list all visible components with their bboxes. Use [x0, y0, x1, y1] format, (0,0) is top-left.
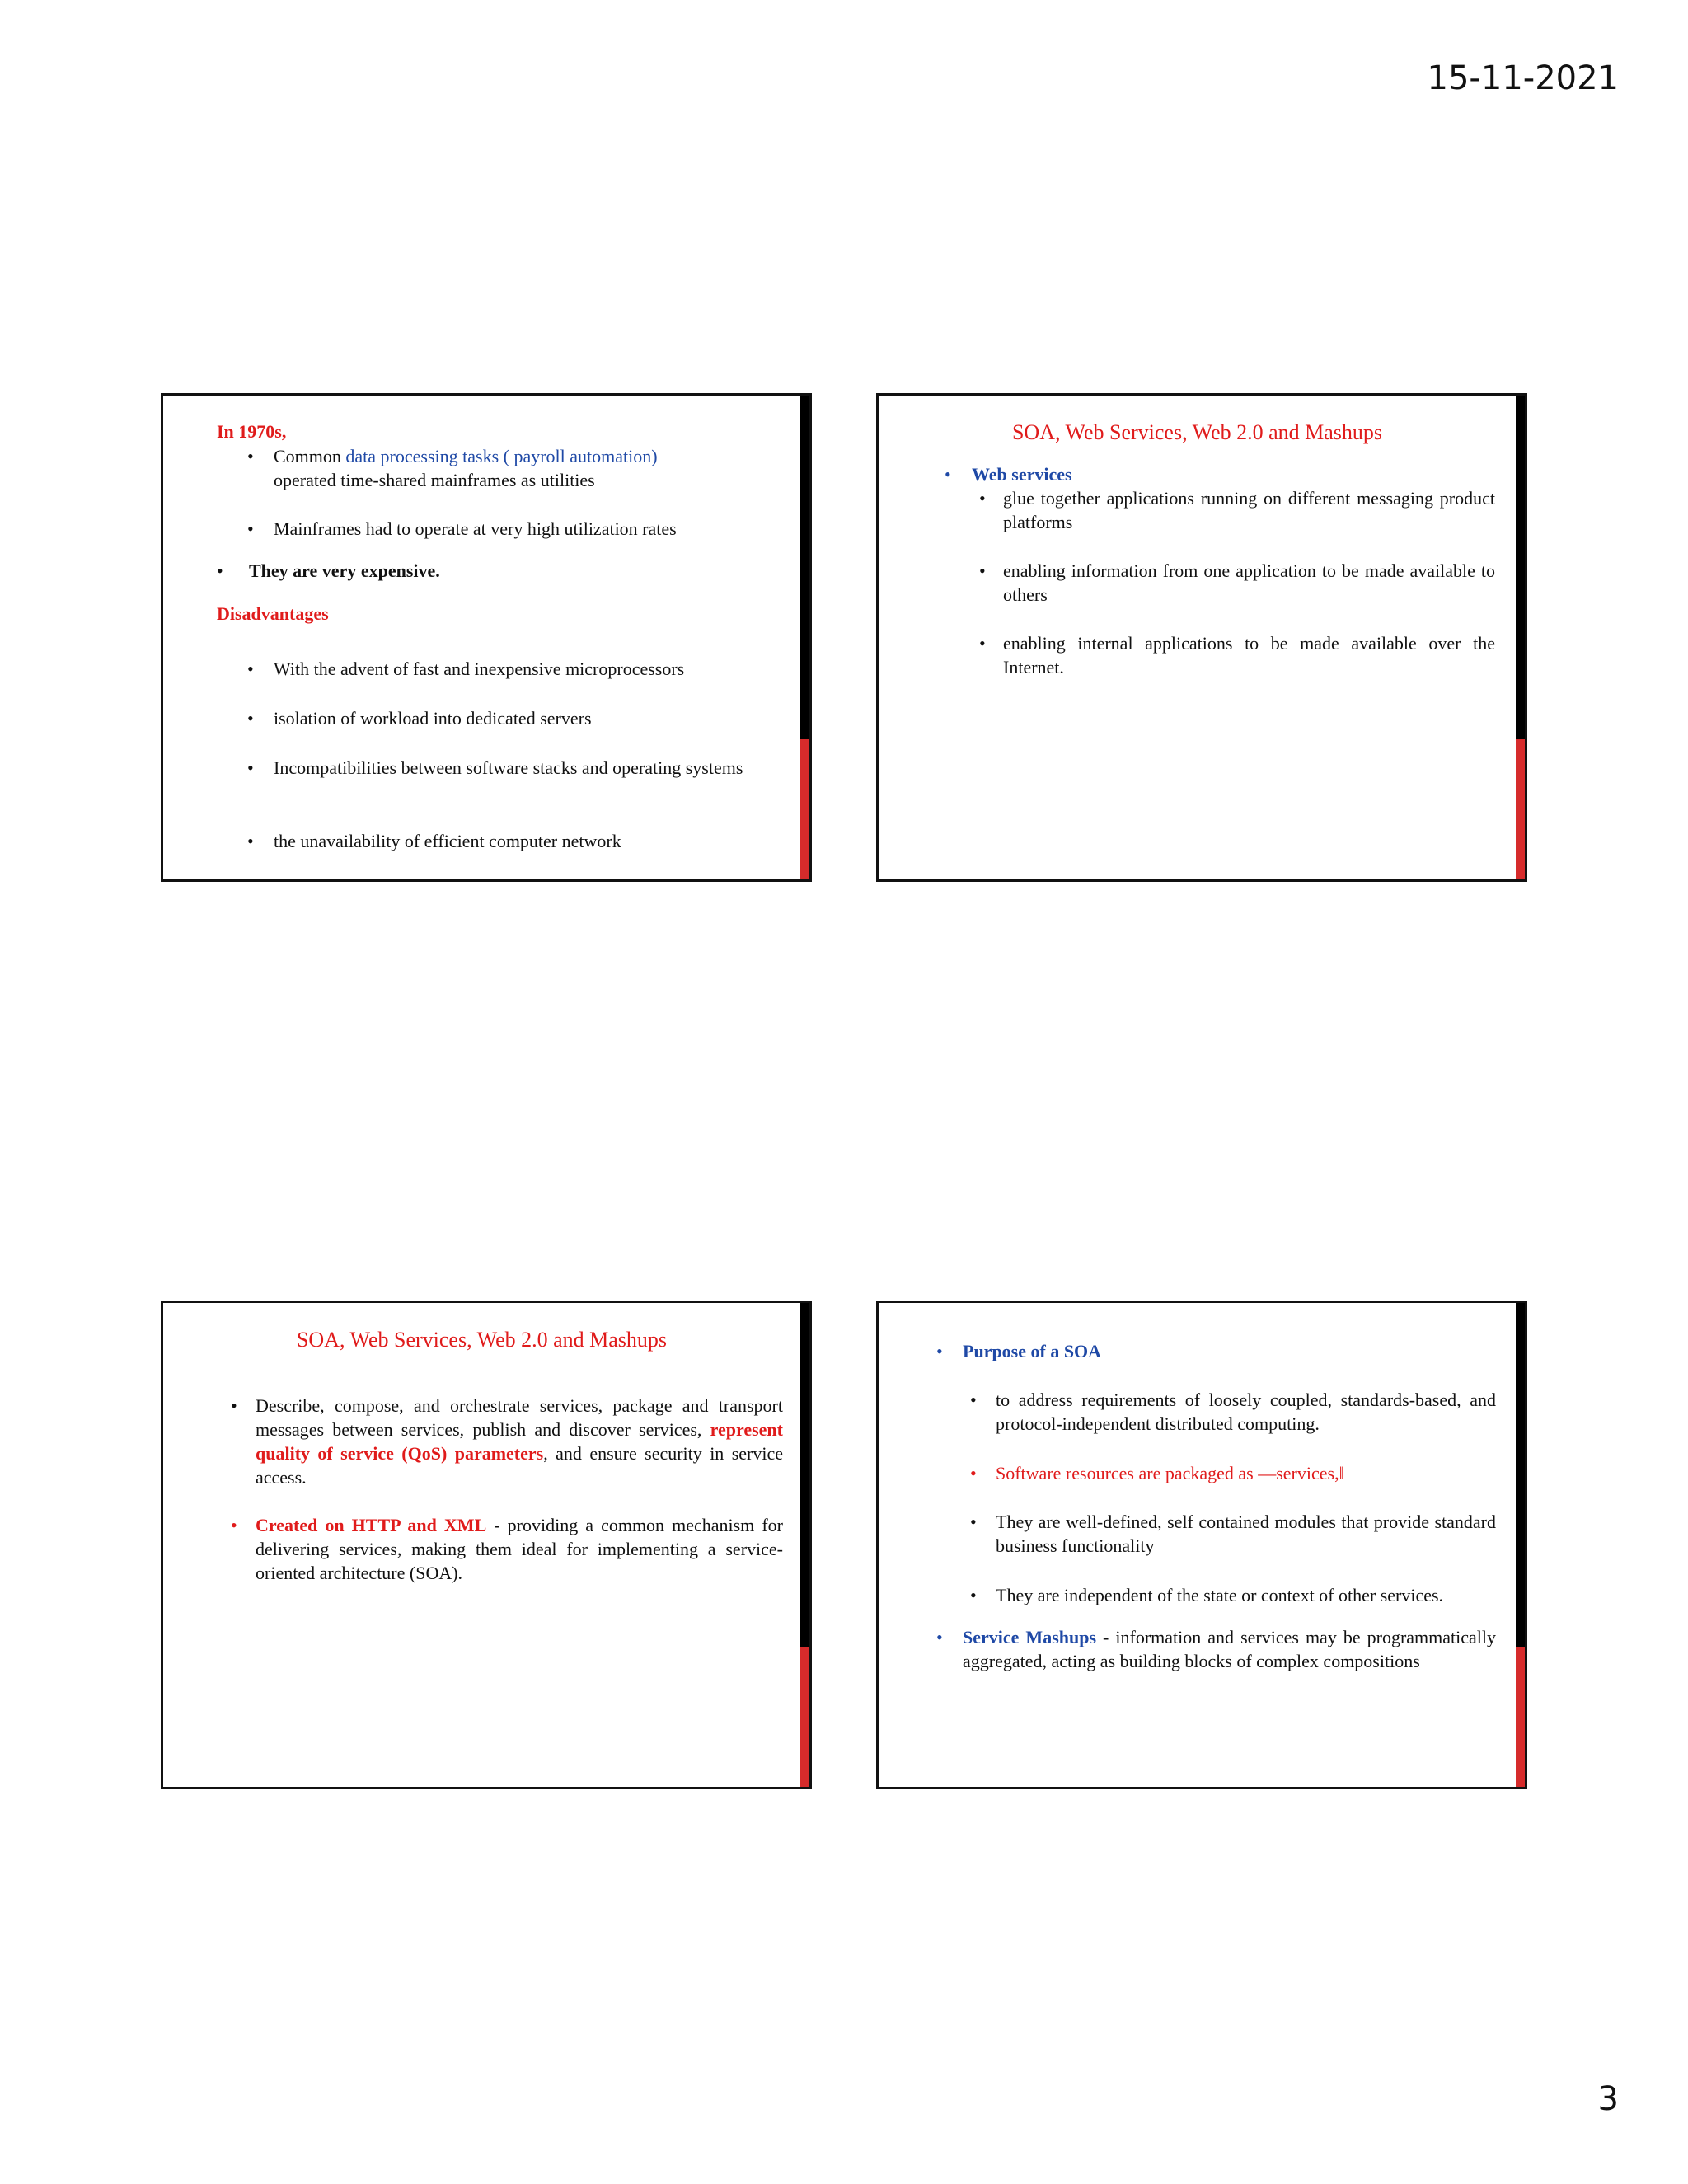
list-item: enabling internal applications to be made available over the Internet.	[1003, 633, 1495, 677]
section-heading: Web services	[972, 464, 1072, 485]
list-item: to address requirements of loosely coupled, standards-based, and protocol-independent distributed computing.	[996, 1390, 1496, 1434]
bullet-icon: •	[945, 464, 951, 485]
bullet-icon: •	[247, 658, 254, 679]
section-heading: Purpose of a SOA	[963, 1341, 1102, 1361]
bullet-icon: •	[936, 1341, 943, 1361]
bullet-icon: •	[247, 757, 254, 778]
bullet-icon: •	[970, 1463, 977, 1483]
bullet-icon: •	[970, 1585, 977, 1605]
bullet-icon: •	[247, 708, 254, 729]
slide-accent-bar	[1516, 396, 1525, 879]
list-item: the unavailability of efficient computer network	[274, 831, 621, 851]
bullet-icon: •	[970, 1511, 977, 1532]
bullet-icon: •	[936, 1627, 943, 1647]
list-item: Incompatibilities between software stacks and operating systems	[274, 757, 743, 778]
slide-soa-describe	[161, 1301, 812, 1789]
list-item: Service Mashups - information and services may be programmatically aggregated, acting as building blocks of complex compositions	[963, 1627, 1497, 1671]
bullet-icon: •	[217, 560, 223, 581]
bullet-icon: •	[979, 633, 986, 654]
list-item: Created on HTTP and XML - providing a common mechanism for delivering services, making them ideal for implementing a service-oriented architecture (SOA).	[256, 1515, 783, 1583]
bullet-icon: •	[979, 488, 986, 509]
list-item: enabling information from one application to be made available to others	[1003, 560, 1495, 605]
list-item: They are independent of the state or context of other services.	[996, 1585, 1444, 1605]
slide-title: SOA, Web Services, Web 2.0 and Mashups	[1011, 420, 1383, 444]
list-item: They are well-defined, self contained modules that provide standard business functionality	[996, 1511, 1496, 1556]
slide-accent-bar	[800, 1303, 809, 1787]
bullet-icon: •	[231, 1515, 237, 1535]
list-item: Mainframes had to operate at very high utilization rates	[274, 518, 677, 539]
slide-title: SOA, Web Services, Web 2.0 and Mashups	[296, 1328, 668, 1352]
bullet-icon: •	[247, 518, 254, 539]
list-item: Describe, compose, and orchestrate services, package and transport messages between services, publish and discover services, represent quality of service (QoS) parameters, and ensure security in service access.	[256, 1395, 784, 1488]
page-number: 3	[1597, 2080, 1619, 2118]
list-item: With the advent of fast and inexpensive microprocessors	[274, 658, 685, 679]
bullet-icon: •	[231, 1395, 237, 1416]
disadvantages-heading: Disadvantages	[217, 603, 329, 624]
list-item: glue together applications running on different messaging product platforms	[1003, 488, 1495, 532]
slide-1970s	[161, 393, 812, 882]
list-item: They are very expensive.	[249, 560, 440, 581]
bullet-icon: •	[970, 1390, 977, 1410]
page-date: 15-11-2021	[1427, 59, 1619, 97]
slide-heading: In 1970s,	[217, 421, 287, 442]
bullet-icon: •	[247, 831, 254, 851]
bullet-icon: •	[979, 560, 986, 581]
list-item: Common data processing tasks ( payroll automation) operated time-shared mainframes as utilities	[274, 446, 658, 490]
slide-accent-bar	[1516, 1303, 1525, 1787]
bullet-icon: •	[247, 446, 254, 466]
list-item: Software resources are packaged as ―services,‖	[996, 1463, 1344, 1483]
list-item: isolation of workload into dedicated servers	[274, 708, 592, 729]
slide-purpose-soa	[876, 1301, 1527, 1789]
slide-web-services	[876, 393, 1527, 882]
slide-accent-bar	[800, 396, 809, 879]
